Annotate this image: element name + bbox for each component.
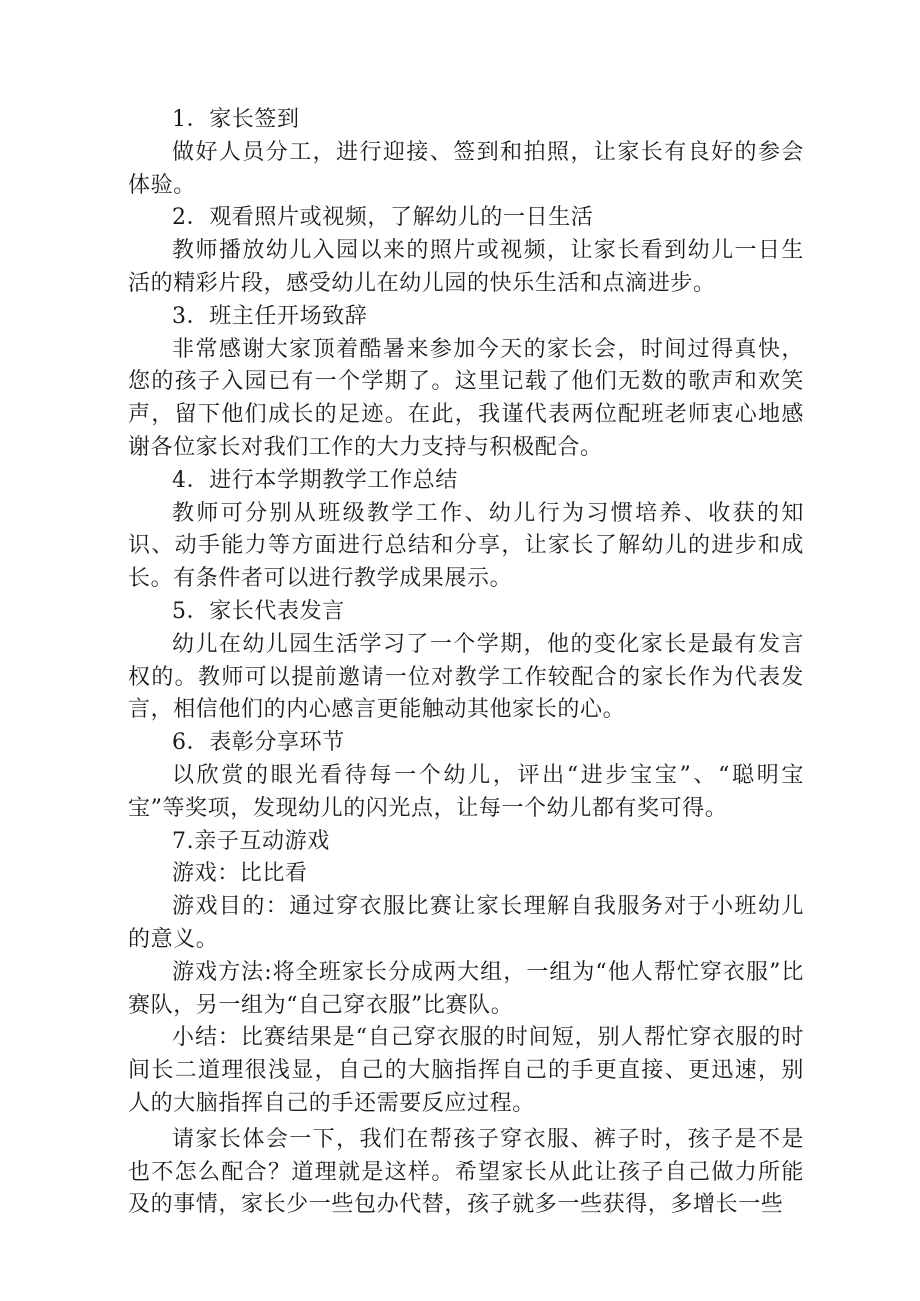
paragraph: 幼儿在幼儿园生活学习了一个学期，他的变化家长是最有发言权的。教师可以提前邀请一位对教学工作较配合的家长作为代表发言，相信他们的内心感言更能触动其他家长的心。 — [128, 631, 804, 723]
section-heading-2: 2．观看照片或视频，了解幼儿的一日生活 — [172, 205, 594, 231]
game-method: 游戏方法:将全班家长分成两大组，一组为“他人帮忙穿衣服”比赛队，另一组为“自己穿衣服”比赛队。 — [128, 959, 804, 1018]
paragraph-closing: 请家长体会一下，我们在帮孩子穿衣服、裤子时，孩子是不是也不怎么配合？道理就是这样。希望家长从此让孩子自己做力所能及的事情，家长少一些包办代替，孩子就多一些获得，多增长一些 — [128, 1126, 804, 1218]
section-heading-6: 6．表彰分享环节 — [172, 730, 345, 756]
document-body — [128, 104, 804, 1222]
section-heading-3: 3．班主任开场致辞 — [172, 303, 368, 329]
paragraph: 教师播放幼儿入园以来的照片或视频，让家长看到幼儿一日生活的精彩片段，感受幼儿在幼儿园的快乐生活和点滴进步。 — [128, 238, 804, 296]
section-heading-1: 1．家长签到 — [172, 107, 300, 132]
paragraph: 教师可分别从班级教学工作、幼儿行为习惯培养、收获的知识、动手能力等方面进行总结和分享，让家长了解幼儿的进步和成长。有条件者可以进行教学成果展示。 — [128, 500, 804, 592]
game-summary: 小结：比赛结果是“自己穿衣服的时间短，别人帮忙穿衣服的时间长二道理很浅显，自己的大脑指挥自己的手更直接、更迅速，别人的大脑指挥自己的手还需要反应过程。 — [128, 1025, 804, 1116]
section-heading-4: 4．进行本学期教学工作总结 — [172, 467, 458, 493]
game-name: 游戏：比比看 — [172, 861, 308, 887]
section-heading-7: 7.亲子互动游戏 — [172, 828, 330, 854]
game-purpose: 游戏目的：通过穿衣服比赛让家长理解自我服务对于小班幼儿的意义。 — [128, 894, 804, 952]
paragraph: 以欣赏的眼光看待每一个幼儿，评出“进步宝宝”、“聪明宝宝”等奖项，发现幼儿的闪光点，让每一个幼儿都有奖可得。 — [128, 762, 804, 821]
paragraph: 非常感谢大家顶着酷暑来参加今天的家长会，时间过得真快，您的孩子入园已有一个学期了。这里记载了他们无数的歌声和欢笑声，留下他们成长的足迹。在此，我谨代表两位配班老师衷心地感谢各位家长对我们工作的大力支持与积极配合。 — [128, 336, 804, 460]
section-heading-5: 5．家长代表发言 — [172, 598, 345, 624]
paragraph: 做好人员分工，进行迎接、签到和拍照，让家长有良好的参会体验。 — [128, 139, 804, 198]
